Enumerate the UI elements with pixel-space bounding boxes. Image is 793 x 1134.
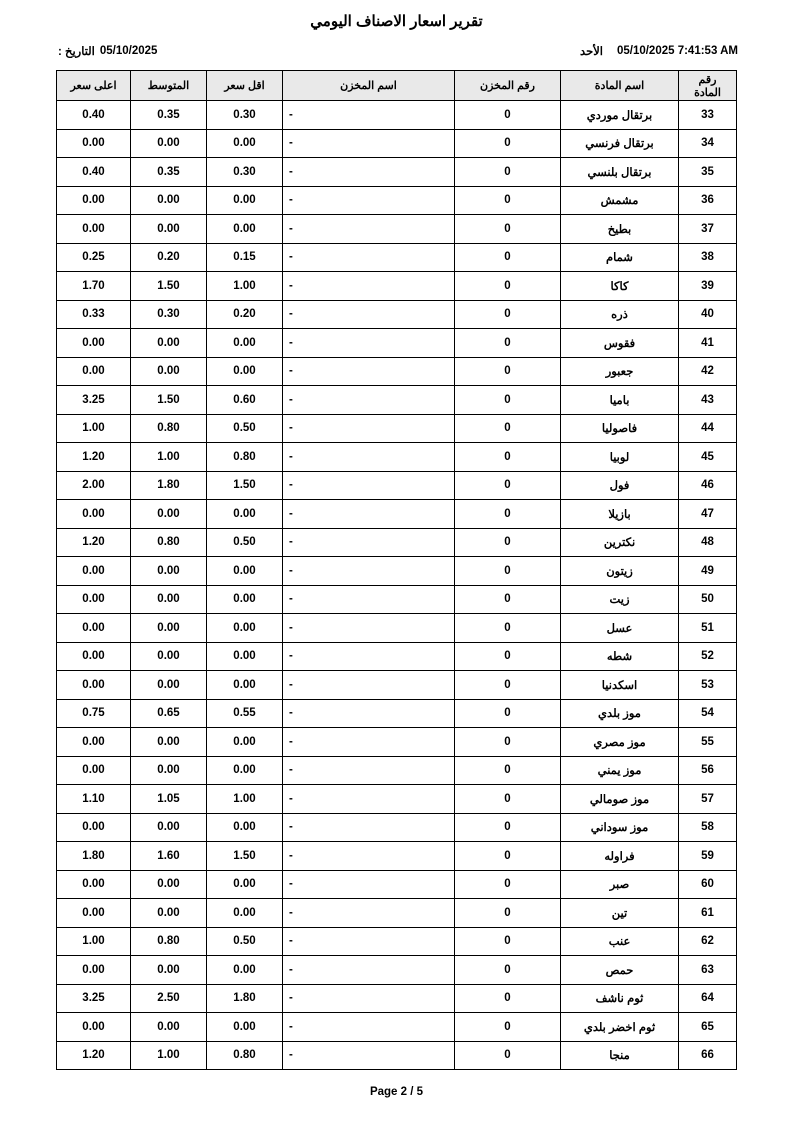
row-store-no: 0 — [455, 699, 561, 728]
row-max-price: 3.25 — [57, 984, 131, 1013]
row-avg-price: 0.00 — [131, 357, 207, 386]
row-min-price: 0.00 — [207, 813, 283, 842]
row-code: 53 — [679, 671, 737, 700]
table-row — [57, 272, 737, 301]
row-avg-price: 1.00 — [131, 1041, 207, 1070]
row-store-name: - — [283, 186, 455, 215]
row-store-name: - — [283, 614, 455, 643]
row-max-price: 0.00 — [57, 870, 131, 899]
row-code: 40 — [679, 300, 737, 329]
row-name: منجا — [561, 1041, 679, 1070]
row-store-name: - — [283, 158, 455, 187]
row-code: 34 — [679, 129, 737, 158]
row-code: 46 — [679, 471, 737, 500]
row-store-name: - — [283, 471, 455, 500]
row-avg-price: 0.00 — [131, 1013, 207, 1042]
row-min-price: 1.00 — [207, 272, 283, 301]
table-row — [57, 528, 737, 557]
row-min-price: 0.00 — [207, 1013, 283, 1042]
row-min-price: 0.00 — [207, 728, 283, 757]
row-code: 52 — [679, 642, 737, 671]
row-name: شطه — [561, 642, 679, 671]
row-min-price: 0.00 — [207, 870, 283, 899]
row-store-name: - — [283, 870, 455, 899]
row-min-price: 0.50 — [207, 927, 283, 956]
row-name: بازيلا — [561, 500, 679, 529]
table-row — [57, 671, 737, 700]
table-body — [57, 101, 737, 1070]
row-max-price: 0.25 — [57, 243, 131, 272]
row-store-no: 0 — [455, 842, 561, 871]
table-row — [57, 927, 737, 956]
row-store-no: 0 — [455, 785, 561, 814]
row-min-price: 0.00 — [207, 585, 283, 614]
row-min-price: 0.00 — [207, 186, 283, 215]
row-min-price: 0.30 — [207, 101, 283, 130]
table-row — [57, 443, 737, 472]
row-max-price: 3.25 — [57, 386, 131, 415]
table-row — [57, 585, 737, 614]
row-store-name: - — [283, 300, 455, 329]
table-row — [57, 357, 737, 386]
prices-table — [56, 70, 737, 1070]
row-store-name: - — [283, 443, 455, 472]
row-avg-price: 0.65 — [131, 699, 207, 728]
row-min-price: 0.30 — [207, 158, 283, 187]
row-avg-price: 1.05 — [131, 785, 207, 814]
table-row — [57, 557, 737, 586]
row-store-name: - — [283, 842, 455, 871]
row-name: برتقال موردي — [561, 101, 679, 130]
row-max-price: 0.00 — [57, 357, 131, 386]
row-avg-price: 0.00 — [131, 129, 207, 158]
row-store-name: - — [283, 101, 455, 130]
header-store-no: رقم المخزن — [455, 71, 561, 101]
table-row — [57, 984, 737, 1013]
row-max-price: 1.20 — [57, 528, 131, 557]
row-min-price: 0.80 — [207, 443, 283, 472]
row-store-name: - — [283, 756, 455, 785]
row-avg-price: 1.50 — [131, 272, 207, 301]
row-avg-price: 0.00 — [131, 899, 207, 928]
row-name: كاكا — [561, 272, 679, 301]
table-row — [57, 129, 737, 158]
row-min-price: 0.60 — [207, 386, 283, 415]
row-name: ثوم اخضر بلدي — [561, 1013, 679, 1042]
row-name: بطيخ — [561, 215, 679, 244]
table-row — [57, 500, 737, 529]
row-name: زيت — [561, 585, 679, 614]
row-code: 50 — [679, 585, 737, 614]
row-name: ذره — [561, 300, 679, 329]
row-store-no: 0 — [455, 557, 561, 586]
row-max-price: 1.70 — [57, 272, 131, 301]
row-store-no: 0 — [455, 272, 561, 301]
row-max-price: 0.40 — [57, 101, 131, 130]
row-min-price: 0.00 — [207, 129, 283, 158]
row-avg-price: 0.00 — [131, 215, 207, 244]
row-avg-price: 1.50 — [131, 386, 207, 415]
row-name: فراوله — [561, 842, 679, 871]
table-row — [57, 158, 737, 187]
row-name: عسل — [561, 614, 679, 643]
row-code: 55 — [679, 728, 737, 757]
row-min-price: 0.00 — [207, 215, 283, 244]
table-row — [57, 1013, 737, 1042]
row-max-price: 0.00 — [57, 671, 131, 700]
table-row — [57, 414, 737, 443]
row-store-name: - — [283, 129, 455, 158]
row-min-price: 0.00 — [207, 756, 283, 785]
row-code: 47 — [679, 500, 737, 529]
row-max-price: 0.00 — [57, 329, 131, 358]
row-store-name: - — [283, 785, 455, 814]
row-max-price: 0.00 — [57, 899, 131, 928]
table-row — [57, 813, 737, 842]
row-min-price: 0.00 — [207, 614, 283, 643]
row-store-no: 0 — [455, 956, 561, 985]
row-store-no: 0 — [455, 443, 561, 472]
row-store-no: 0 — [455, 1041, 561, 1070]
report-page — [0, 12, 793, 1134]
report-date-group — [58, 44, 157, 58]
row-store-no: 0 — [455, 870, 561, 899]
page-title: تقرير اسعار الاصناف اليومي — [310, 13, 483, 30]
row-name: اسكدنيا — [561, 671, 679, 700]
row-avg-price: 0.00 — [131, 870, 207, 899]
generated-timestamp-group — [580, 44, 738, 58]
row-max-price: 2.00 — [57, 471, 131, 500]
row-store-no: 0 — [455, 300, 561, 329]
row-store-name: - — [283, 1013, 455, 1042]
row-name: برتقال فرنسي — [561, 129, 679, 158]
row-code: 44 — [679, 414, 737, 443]
row-code: 61 — [679, 899, 737, 928]
table-row — [57, 215, 737, 244]
row-code: 37 — [679, 215, 737, 244]
row-code: 43 — [679, 386, 737, 415]
row-code: 48 — [679, 528, 737, 557]
row-name: فقوس — [561, 329, 679, 358]
row-code: 63 — [679, 956, 737, 985]
row-store-name: - — [283, 414, 455, 443]
row-code: 39 — [679, 272, 737, 301]
row-store-name: - — [283, 243, 455, 272]
table-row — [57, 329, 737, 358]
row-name: زيتون — [561, 557, 679, 586]
row-min-price: 1.00 — [207, 785, 283, 814]
header-max-price: اعلى سعر — [57, 71, 131, 101]
row-max-price: 0.40 — [57, 158, 131, 187]
row-store-no: 0 — [455, 414, 561, 443]
day-name: الأحد — [580, 46, 603, 58]
generated-timestamp: 05/10/2025 7:41:53 AM — [616, 45, 738, 57]
row-store-no: 0 — [455, 243, 561, 272]
row-max-price: 0.00 — [57, 557, 131, 586]
table-row — [57, 842, 737, 871]
row-max-price: 1.00 — [57, 414, 131, 443]
row-code: 56 — [679, 756, 737, 785]
row-max-price: 1.10 — [57, 785, 131, 814]
row-max-price: 0.75 — [57, 699, 131, 728]
row-avg-price: 0.00 — [131, 186, 207, 215]
row-code: 60 — [679, 870, 737, 899]
row-name: موز يمني — [561, 756, 679, 785]
row-avg-price: 2.50 — [131, 984, 207, 1013]
row-store-no: 0 — [455, 186, 561, 215]
header-avg-price: المتوسط — [131, 71, 207, 101]
row-store-name: - — [283, 956, 455, 985]
table-row — [57, 300, 737, 329]
report-date-value: 05/10/2025 — [99, 45, 158, 57]
table-row — [57, 243, 737, 272]
row-max-price: 0.00 — [57, 1013, 131, 1042]
row-avg-price: 0.00 — [131, 956, 207, 985]
row-store-no: 0 — [455, 756, 561, 785]
row-store-no: 0 — [455, 357, 561, 386]
row-min-price: 0.15 — [207, 243, 283, 272]
row-code: 62 — [679, 927, 737, 956]
row-avg-price: 1.60 — [131, 842, 207, 871]
table-row — [57, 386, 737, 415]
row-avg-price: 0.30 — [131, 300, 207, 329]
row-min-price: 0.00 — [207, 500, 283, 529]
row-code: 45 — [679, 443, 737, 472]
row-name: موز صومالي — [561, 785, 679, 814]
row-code: 42 — [679, 357, 737, 386]
row-store-name: - — [283, 642, 455, 671]
row-code: 49 — [679, 557, 737, 586]
row-store-name: - — [283, 899, 455, 928]
row-store-no: 0 — [455, 642, 561, 671]
row-store-no: 0 — [455, 585, 561, 614]
row-min-price: 0.00 — [207, 357, 283, 386]
row-name: شمام — [561, 243, 679, 272]
header-name: اسم المادة — [561, 71, 679, 101]
row-min-price: 0.00 — [207, 671, 283, 700]
row-code: 66 — [679, 1041, 737, 1070]
row-store-name: - — [283, 329, 455, 358]
table-row — [57, 186, 737, 215]
row-code: 51 — [679, 614, 737, 643]
row-store-no: 0 — [455, 101, 561, 130]
row-store-name: - — [283, 585, 455, 614]
row-name: صبر — [561, 870, 679, 899]
table-row — [57, 699, 737, 728]
table-row — [57, 956, 737, 985]
row-max-price: 0.33 — [57, 300, 131, 329]
row-max-price: 0.00 — [57, 585, 131, 614]
row-store-no: 0 — [455, 158, 561, 187]
row-avg-price: 0.80 — [131, 927, 207, 956]
row-store-no: 0 — [455, 927, 561, 956]
row-avg-price: 0.00 — [131, 614, 207, 643]
row-avg-price: 0.00 — [131, 756, 207, 785]
row-max-price: 1.20 — [57, 1041, 131, 1070]
row-store-no: 0 — [455, 614, 561, 643]
table-row — [57, 642, 737, 671]
header-store-name: اسم المخزن — [283, 71, 455, 101]
row-avg-price: 0.00 — [131, 642, 207, 671]
row-code: 36 — [679, 186, 737, 215]
row-avg-price: 0.00 — [131, 585, 207, 614]
row-store-no: 0 — [455, 500, 561, 529]
row-max-price: 0.00 — [57, 129, 131, 158]
row-code: 64 — [679, 984, 737, 1013]
row-max-price: 1.20 — [57, 443, 131, 472]
row-store-name: - — [283, 357, 455, 386]
row-store-name: - — [283, 984, 455, 1013]
row-min-price: 0.20 — [207, 300, 283, 329]
table-row — [57, 471, 737, 500]
row-max-price: 0.00 — [57, 728, 131, 757]
row-avg-price: 0.80 — [131, 528, 207, 557]
row-min-price: 0.50 — [207, 528, 283, 557]
row-max-price: 0.00 — [57, 756, 131, 785]
row-code: 59 — [679, 842, 737, 871]
row-store-name: - — [283, 215, 455, 244]
row-min-price: 0.55 — [207, 699, 283, 728]
row-store-name: - — [283, 927, 455, 956]
row-store-name: - — [283, 813, 455, 842]
row-store-no: 0 — [455, 728, 561, 757]
row-store-name: - — [283, 272, 455, 301]
row-store-name: - — [283, 728, 455, 757]
row-max-price: 1.80 — [57, 842, 131, 871]
table-row — [57, 728, 737, 757]
row-avg-price: 1.00 — [131, 443, 207, 472]
table-header-row — [57, 71, 737, 101]
row-code: 35 — [679, 158, 737, 187]
row-code: 38 — [679, 243, 737, 272]
row-min-price: 0.00 — [207, 557, 283, 586]
row-max-price: 0.00 — [57, 215, 131, 244]
row-min-price: 0.50 — [207, 414, 283, 443]
row-store-name: - — [283, 500, 455, 529]
table-row — [57, 614, 737, 643]
row-store-name: - — [283, 699, 455, 728]
table-row — [57, 1041, 737, 1070]
table-row — [57, 785, 737, 814]
row-store-no: 0 — [455, 386, 561, 415]
row-name: موز بلدي — [561, 699, 679, 728]
row-code: 65 — [679, 1013, 737, 1042]
report-date-label: التاريخ : — [58, 46, 95, 58]
table-row — [57, 756, 737, 785]
row-store-name: - — [283, 1041, 455, 1070]
row-name: موز سوداني — [561, 813, 679, 842]
row-name: موز مصري — [561, 728, 679, 757]
row-store-no: 0 — [455, 984, 561, 1013]
row-code: 58 — [679, 813, 737, 842]
row-name: جعبور — [561, 357, 679, 386]
row-store-no: 0 — [455, 528, 561, 557]
row-avg-price: 0.35 — [131, 158, 207, 187]
row-store-no: 0 — [455, 329, 561, 358]
row-store-no: 0 — [455, 471, 561, 500]
row-min-price: 0.80 — [207, 1041, 283, 1070]
row-store-no: 0 — [455, 129, 561, 158]
row-max-price: 0.00 — [57, 500, 131, 529]
row-name: برتقال بلنسي — [561, 158, 679, 187]
row-max-price: 0.00 — [57, 614, 131, 643]
row-name: فول — [561, 471, 679, 500]
row-store-name: - — [283, 671, 455, 700]
row-avg-price: 0.00 — [131, 329, 207, 358]
row-max-price: 0.00 — [57, 642, 131, 671]
report-meta — [0, 44, 793, 58]
row-max-price: 1.00 — [57, 927, 131, 956]
row-avg-price: 0.00 — [131, 671, 207, 700]
row-max-price: 0.00 — [57, 956, 131, 985]
header-min-price: اقل سعر — [207, 71, 283, 101]
row-store-no: 0 — [455, 899, 561, 928]
row-name: باميا — [561, 386, 679, 415]
row-name: مشمش — [561, 186, 679, 215]
row-min-price: 0.00 — [207, 956, 283, 985]
table-row — [57, 899, 737, 928]
row-avg-price: 0.00 — [131, 500, 207, 529]
row-min-price: 0.00 — [207, 899, 283, 928]
row-min-price: 1.50 — [207, 471, 283, 500]
row-min-price: 0.00 — [207, 642, 283, 671]
row-min-price: 0.00 — [207, 329, 283, 358]
row-code: 54 — [679, 699, 737, 728]
row-store-name: - — [283, 557, 455, 586]
row-avg-price: 0.00 — [131, 813, 207, 842]
page-footer: Page 2 / 5 — [369, 1086, 424, 1098]
row-avg-price: 0.20 — [131, 243, 207, 272]
header-code: رقم المادة — [679, 71, 737, 101]
row-avg-price: 0.80 — [131, 414, 207, 443]
row-avg-price: 0.00 — [131, 728, 207, 757]
row-store-no: 0 — [455, 1013, 561, 1042]
row-name: حمص — [561, 956, 679, 985]
table-row — [57, 870, 737, 899]
row-store-no: 0 — [455, 671, 561, 700]
row-name: فاصوليا — [561, 414, 679, 443]
row-code: 41 — [679, 329, 737, 358]
row-avg-price: 0.00 — [131, 557, 207, 586]
row-min-price: 1.80 — [207, 984, 283, 1013]
row-store-no: 0 — [455, 813, 561, 842]
table-row — [57, 101, 737, 130]
row-max-price: 0.00 — [57, 186, 131, 215]
row-name: تين — [561, 899, 679, 928]
row-store-name: - — [283, 386, 455, 415]
row-min-price: 1.50 — [207, 842, 283, 871]
row-avg-price: 0.35 — [131, 101, 207, 130]
row-code: 57 — [679, 785, 737, 814]
row-name: لوبيا — [561, 443, 679, 472]
row-store-no: 0 — [455, 215, 561, 244]
row-name: نكترين — [561, 528, 679, 557]
row-avg-price: 1.80 — [131, 471, 207, 500]
row-store-name: - — [283, 528, 455, 557]
row-name: ثوم ناشف — [561, 984, 679, 1013]
row-max-price: 0.00 — [57, 813, 131, 842]
row-name: عنب — [561, 927, 679, 956]
row-code: 33 — [679, 101, 737, 130]
